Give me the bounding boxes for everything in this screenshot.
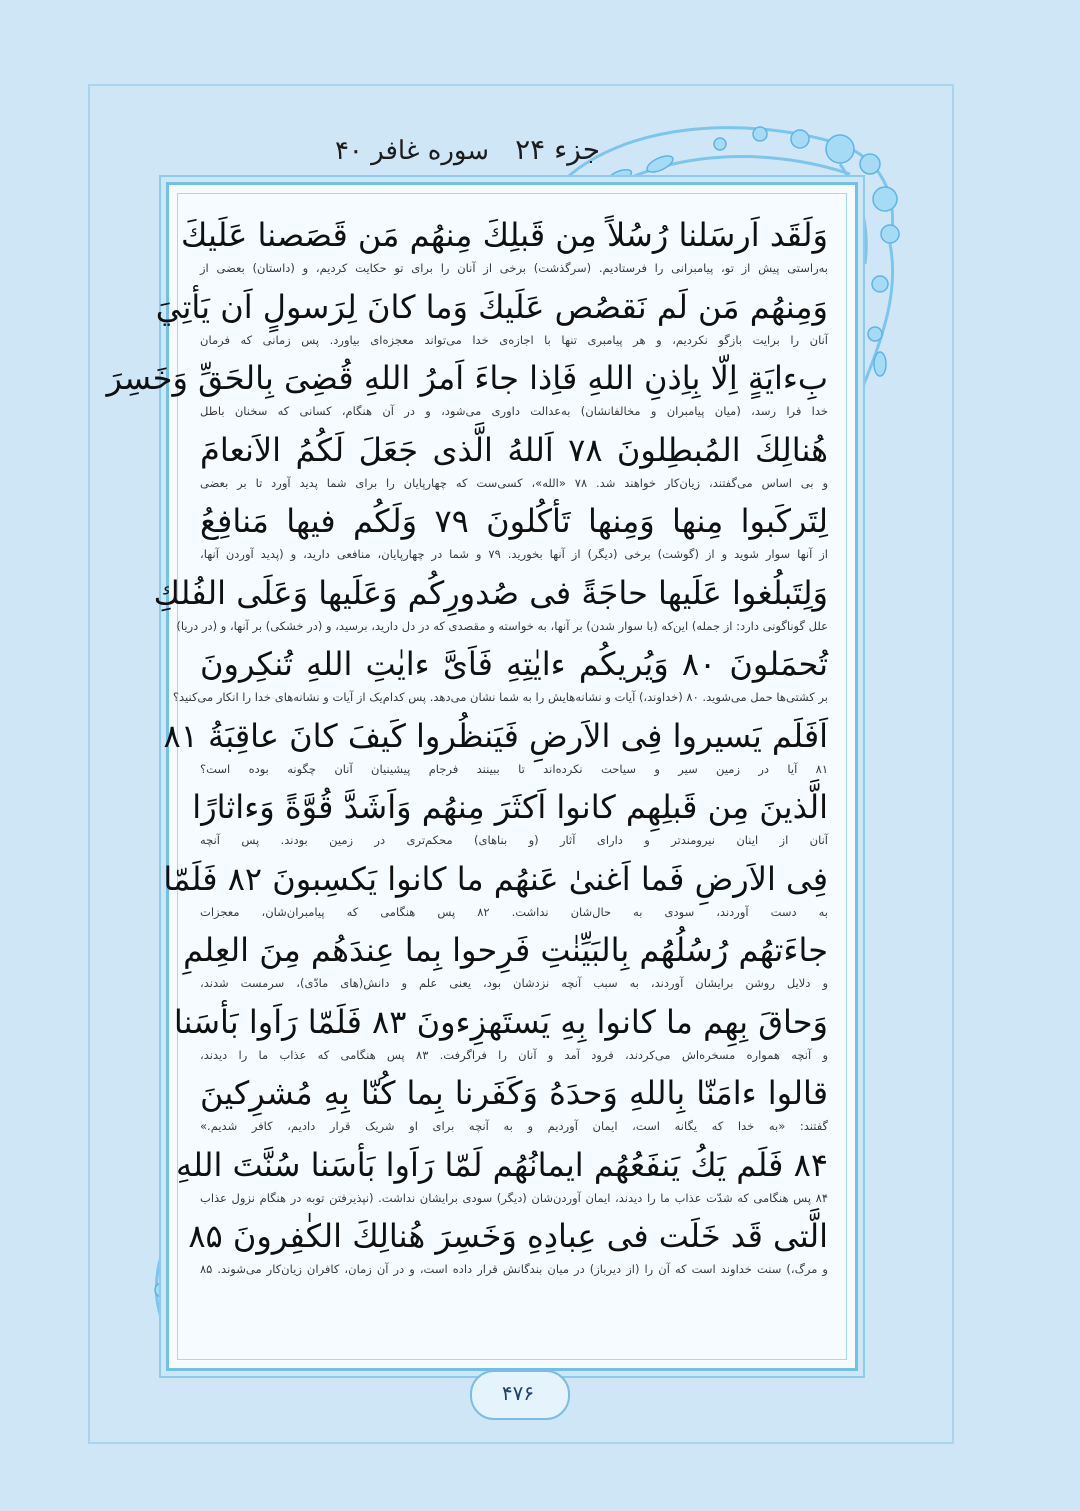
verse-line <box>200 425 828 497</box>
persian-translation: و آنچه همواره مسخره‌اش می‌کردند، فرود آمد و آنان را فراگرفت. ۸۳ پس هنگامی که عذاب ما را دیدند، <box>200 1047 828 1062</box>
persian-translation: از آنها سوار شوید و از (گوشت) برخی (دیگر) از آنها بخورید. ۷۹ و شما در چهارپایان، منافعی دارید، و (پدید آوردن آنها، <box>200 547 828 561</box>
verse-line <box>106 353 828 425</box>
arabic-text: وَلِتَبلُغوا عَلَيها حاجَةً فى صُدورِكُم وَعَلَيها وَعَلَى الفُلكِ <box>153 573 828 612</box>
persian-translation: و دلایل روشن برایشان آوردند، به سبب آنچه نزدشان بود، یعنی علم و دانش(های مادّی)، سرمست شدند، <box>200 976 828 990</box>
arabic-text: فِى الاَرضِ فَما اَغنىٰ عَنهُم ما كانوا يَكسِبونَ ۸۲ فَلَمّا <box>163 859 828 898</box>
persian-translation: ۸۱ آیا در زمین سیر و سیاحت نکرده‌اند تا ببینند فرجام پیشینیان آنان چگونه بوده است؟ <box>200 761 828 776</box>
persian-translation: و بی اساس می‌گفتند، زیان‌کار خواهند شد. ۷۸ «الله»، کسی‌ست که چهارپایان را برای شما پدید آورد تا بر بعضی <box>200 475 829 490</box>
verse-lines <box>106 210 829 1283</box>
verse-line <box>172 639 829 711</box>
persian-translation: به‌راستی پیش از تو، پیامبرانی را فرستادیم. (سرگذشت) برخی از آنان را برای تو حکایت کردیم، و (داستان) بعضی از <box>200 261 828 275</box>
persian-translation: آنان را برایت بازگو نکردیم، و هر پیامبری تنها با اجازه‌ی خدا می‌تواند معجزه‌ای بیاورد. پس زمانی که فرمان <box>200 332 828 347</box>
verse-line <box>163 711 828 783</box>
persian-translation: و مرگ،) سنت خداوند است که آن را (از دیرباز) در میان بندگانش قرار داده است، و در آن زمان، کافران زیان‌کار می‌شوند. ۸۵ <box>200 1262 828 1276</box>
arabic-text: لِتَركَبوا مِنها وَمِنها تَأكُلونَ ۷۹ وَلَكُم فيها مَنافِعُ <box>200 502 828 540</box>
verse-line <box>163 854 828 926</box>
persian-translation: بر کشتی‌ها حمل می‌شوید. ۸۰ (خداوند،) آیات و نشانه‌هایش را به شما نشان می‌دهد. پس کدام‌یک از آیات و نشانه‌های خدا را انکار می‌کنید؟ <box>172 690 828 704</box>
arabic-text: بِءايَةٍ اِلّا بِاِذنِ اللهِ فَاِذا جاءَ اَمرُ اللهِ قُضِىَ بِالحَقِّ وَخَسِرَ <box>106 359 828 397</box>
persian-translation: ۸۴ پس هنگامی که شدّت عذاب ما را دیدند، ایمان آوردن‌شان (دیگر) سودی برایشان نداشت. (نپذیرفتن توبه در هنگام نزول عذاب <box>200 1190 828 1205</box>
arabic-text: قالوا ءامَنّا بِاللهِ وَحدَهُ وَكَفَرنا بِما كُنّا بِهِ مُشرِكينَ <box>200 1074 828 1112</box>
verse-line <box>153 568 828 640</box>
juz-label: جزء ۲۴ <box>515 133 600 166</box>
arabic-text: ۸۴ فَلَم يَكُ يَنفَعُهُم ايمانُهُم لَمّا رَاَوا بَأسَنا سُنَّتَ اللهِ <box>175 1145 828 1184</box>
arabic-text: جاءَتهُم رُسُلُهُم بِالبَيِّنٰتِ فَرِحوا بِما عِندَهُم مِنَ العِلمِ <box>183 931 828 969</box>
persian-translation: گفتند: «به خدا که یگانه است، ایمان آوردیم و به آنچه برای او شریک قرار دادیم، کافر شدیم.» <box>200 1119 828 1133</box>
verse-line <box>200 496 828 568</box>
surah-label: سوره غافر ۴۰ <box>334 136 490 166</box>
arabic-text: اَفَلَم يَسيروا فِى الاَرضِ فَيَنظُروا كَيفَ كانَ عاقِبَةُ ۸۱ <box>163 716 828 755</box>
arabic-text: تُحمَلونَ ۸۰ وَيُريكُم ءايٰتِهِ فَاَىَّ ءايٰتِ اللهِ تُنكِرونَ <box>200 645 829 683</box>
page-number: ۴۷۶ <box>501 1381 535 1405</box>
arabic-text: الَّتى قَد خَلَت فى عِبادِهِ وَخَسِرَ هُنالِكَ الكٰفِرونَ ۸۵ <box>188 1217 828 1255</box>
verse-line <box>192 782 828 854</box>
persian-translation: به دست آوردند، سودی به حال‌شان نداشت. ۸۲ پس هنگامی که پیامبران‌شان، معجزات <box>200 904 828 919</box>
verse-line <box>175 1140 828 1212</box>
verse-line <box>188 1211 828 1283</box>
arabic-text: وَلَقَد اَرسَلنا رُسُلاً مِن قَبلِكَ مِنهُم مَن قَصَصنا عَلَيكَ <box>181 216 828 254</box>
arabic-text: الَّذينَ مِن قَبلِهِم كانوا اَكثَرَ مِنهُم وَاَشَدَّ قُوَّةً وَءاثارًا <box>192 788 828 826</box>
verse-line <box>200 1068 828 1140</box>
verse-line <box>173 997 828 1069</box>
verse-line <box>155 282 828 354</box>
arabic-text: وَحاقَ بِهِم ما كانوا بِهِ يَستَهزِءونَ ۸۳ فَلَمّا رَاَوا بَأسَنا <box>173 1002 828 1041</box>
page-header <box>300 133 600 166</box>
verse-line <box>181 210 828 282</box>
persian-translation: آنان از اینان نیرومندتر و دارای آثار (و بناهای) محکم‌تری در زمین بودند. پس آنچه <box>200 833 828 847</box>
arabic-text: هُنالِكَ المُبطِلونَ ۷۸ اَللهُ الَّذى جَعَلَ لَكُمُ الاَنعامَ <box>200 430 829 469</box>
arabic-text: وَمِنهُم مَن لَم نَقصُص عَلَيكَ وَما كانَ لِرَسولٍ اَن يَأتِيَ <box>155 287 828 326</box>
persian-translation: خدا فرا رسد، (میان پیامبران و مخالفانشان) به‌عدالت داوری می‌شود، و در آن هنگام، کسانی که سخنان باطل <box>200 404 828 418</box>
verse-line <box>183 925 828 997</box>
persian-translation: علل گوناگونی دارد: از جمله) این‌که (با سوار شدن) بر آنها، به خواسته و مقصدی که در دل دارید، برسید، و (در خشکی) بر آنها، و (در دریا) <box>176 618 828 633</box>
